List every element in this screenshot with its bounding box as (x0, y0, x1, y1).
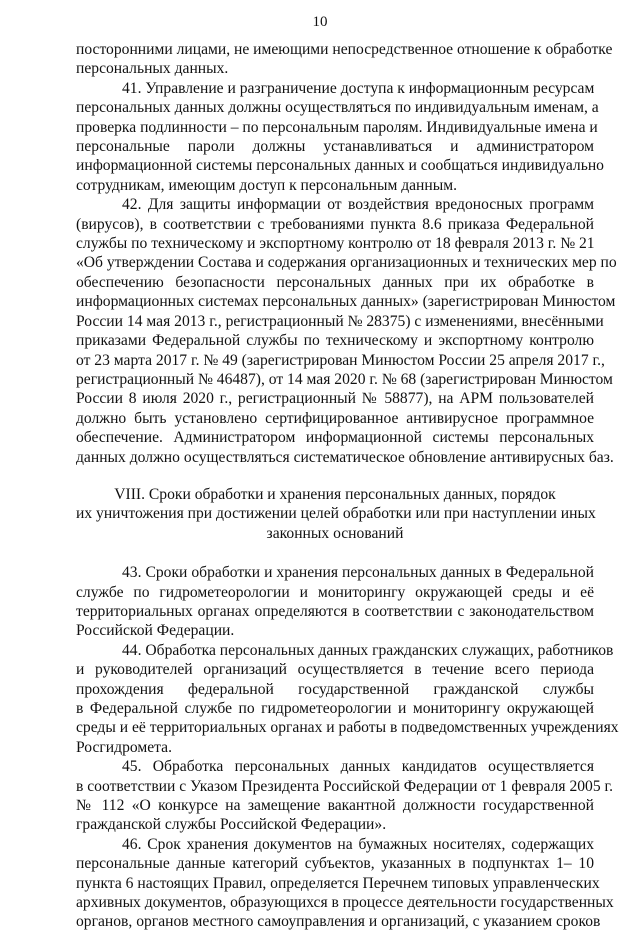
paragraphs-before-heading (76, 40, 617, 467)
text-line: информационных системах персональных данных» (зарегистрирован Минюстом (76, 293, 616, 311)
text-line: пункта 6 настоящих Правил, определяется Перечнем типовых управленческих (76, 874, 600, 892)
paragraph-p43 (76, 563, 594, 641)
text-line: территориальных органах определяются в соответствии с законодательством (76, 602, 594, 620)
text-line: 46. Срок хранения документов на бумажных носителях, содержащих (122, 835, 594, 853)
text-line: «Об утверждении Состава и содержания организационных и технических мер по (76, 254, 617, 272)
text-line: Российской Федерации. (76, 622, 235, 640)
text-line: службе по гидрометеорологии и мониторингу окружающей среды и её (76, 583, 594, 601)
heading-line: VIII. Сроки обработки и хранения персональных данных, порядок (114, 485, 556, 503)
text-line: 44. Обработка персональных данных гражданских служащих, работников (122, 641, 614, 659)
text-line: среды и её территориальных органах и работы в подведомственных учреждениях (76, 719, 619, 737)
text-line: персональные данные категорий субъектов, указанных в подпунктах 1– 10 (76, 855, 594, 873)
text-line: 45. Обработка персональных данных кандидатов осуществляется (122, 758, 594, 776)
text-line: № 112 «О конкурсе на замещение вакантной должности государственной (76, 797, 594, 815)
text-line: персональных данных должны осуществляться по индивидуальным именам, а (76, 99, 599, 117)
section-heading (76, 485, 594, 543)
paragraph-p42 (76, 195, 617, 467)
text-line: (вирусов), в соответствии с требованиями пункта 8.6 приказа Федеральной (76, 215, 594, 233)
heading-line: их уничтожения при достижении целей обработки или при наступлении иных (76, 505, 596, 523)
text-line: регистрационный № 46487), от 14 мая 2020 г. № 68 (зарегистрирован Минюстом (76, 370, 613, 388)
text-line: данных должно осуществляться систематическое обновление антивирусных баз. (76, 448, 614, 466)
text-line: России 8 июля 2020 г., регистрационный № 58877), на АРМ пользователей (76, 390, 594, 408)
text-line: сотрудникам, имеющим доступ к персональным данным. (76, 176, 457, 194)
text-line: России 14 мая 2013 г., регистрационный № 28375) с изменениями, внесёнными (76, 312, 604, 330)
text-line: персональные пароли должны устанавливаться и администратором (76, 138, 594, 156)
paragraph-p41 (76, 79, 604, 195)
text-line: органов, органов местного самоуправления и организаций, с указанием сроков (76, 913, 601, 931)
text-line: и руководителей организаций осуществляется в течение всего периода (76, 661, 594, 679)
document-body (76, 40, 619, 932)
text-line: приказами Федеральной службы по техническому и экспортному контролю (76, 332, 594, 350)
paragraphs-after-heading (76, 563, 619, 932)
text-line: Росгидромета. (76, 738, 172, 756)
paragraph-p44 (76, 641, 619, 757)
text-line: в Федеральной службе по гидрометеорологии и мониторингу окружающей (76, 700, 594, 717)
text-line: гражданской службы Российской Федерации». (76, 816, 387, 834)
heading-line: законных оснований (266, 524, 404, 542)
text-line: 42. Для защиты информации от воздействия вредоносных программ (122, 196, 594, 214)
text-line: архивных документов, образующихся в процессе деятельности государственных (76, 894, 614, 912)
text-line: информационной системы персональных данных и сообщаться индивидуально (76, 157, 604, 175)
text-line: обеспечение. Администратором информационной системы персональных (76, 429, 594, 447)
text-line: 43. Сроки обработки и хранения персональных данных в Федеральной (122, 564, 594, 582)
paragraph-p46 (76, 835, 614, 932)
paragraph-p40-tail (76, 40, 613, 79)
text-line: 41. Управление и разграничение доступа к информационным ресурсам (122, 79, 595, 97)
text-line: в соответствии с Указом Президента Российской Федерации от 1 февраля 2005 г. (76, 777, 614, 795)
text-line: прохождения федеральной государственной гражданской службы (76, 680, 594, 698)
page-number: 10 (312, 14, 328, 30)
text-line: персональных данных. (76, 60, 229, 78)
text-line: должно быть установлено сертифицированное антивирусное программное (76, 409, 594, 427)
text-line: от 23 марта 2017 г. № 49 (зарегистрирован Минюстом России 25 апреля 2017 г., (76, 351, 605, 369)
text-line: обеспечению безопасности персональных данных при их обработке в (76, 273, 594, 291)
text-line: проверка подлинности – по персональным паролям. Индивидуальные имена и (76, 118, 598, 136)
text-line: посторонними лицами, не имеющими непосредственное отношение к обработке (76, 41, 613, 58)
paragraph-p45 (76, 757, 614, 835)
text-line: службы по техническому и экспортному контролю от 18 февраля 2013 г. № 21 (76, 235, 595, 253)
